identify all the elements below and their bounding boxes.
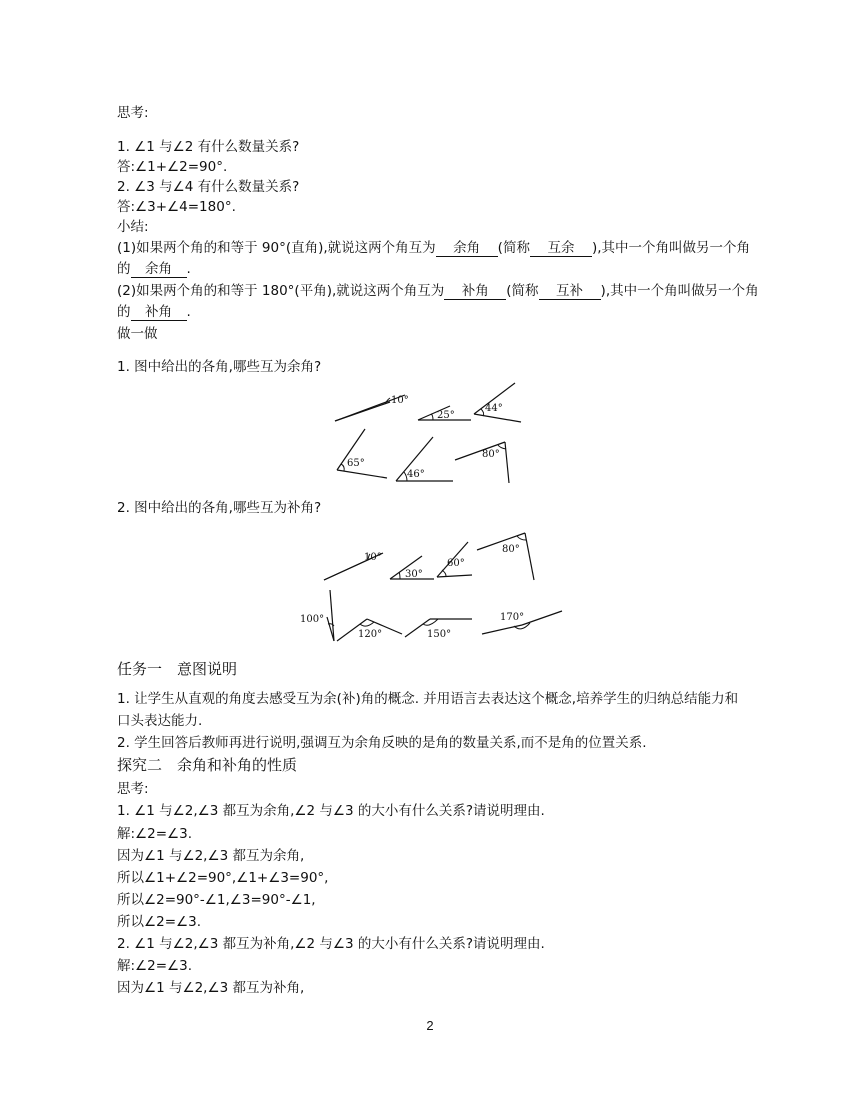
answer-1: 答:∠1+∠2=90°.	[117, 159, 228, 175]
angle-120-fig2	[337, 619, 402, 641]
angle-25-fig1	[418, 406, 471, 421]
angle-46-fig1	[396, 437, 453, 481]
task1-heading: 任务一 意图说明	[117, 660, 238, 678]
explore2-line-1: 解:∠2=∠3.	[117, 826, 193, 842]
angle-170-fig2	[482, 611, 562, 634]
page-number: 2	[426, 1018, 434, 1033]
svg-text:44°: 44°	[485, 403, 503, 414]
question-2: 2. ∠3 与∠4 有什么数量关系?	[117, 179, 300, 195]
summary-label: 小结:	[117, 219, 149, 235]
angle-80-fig2	[477, 533, 534, 580]
angle-150-fig2	[405, 619, 472, 640]
explore2-question-2: 2. ∠1 与∠2,∠3 都互为补角,∠2 与∠3 的大小有什么关系?请说明理由.	[117, 936, 545, 952]
blank-yujiao-2: 余角	[131, 262, 187, 278]
svg-text:10°: 10°	[391, 395, 409, 406]
svg-text:65°: 65°	[347, 458, 365, 469]
explore2-line-3: 所以∠1+∠2=90°,∠1+∠3=90°,	[117, 870, 329, 886]
summary-line-4: 的 补角 .	[117, 304, 191, 320]
svg-text:80°: 80°	[482, 449, 500, 460]
doit-label: 做一做	[117, 326, 158, 342]
angle-30-fig2	[390, 556, 434, 580]
angle-65-fig1	[337, 429, 387, 478]
task1-line-2: 口头表达能力.	[117, 713, 203, 729]
svg-text:10°: 10°	[364, 552, 382, 563]
explore2-question-1: 1. ∠1 与∠2,∠3 都互为余角,∠2 与∠3 的大小有什么关系?请说明理由.	[117, 803, 545, 819]
svg-text:25°: 25°	[437, 410, 455, 421]
explore2-line-2: 因为∠1 与∠2,∠3 都互为余角,	[117, 848, 305, 864]
explore2-heading: 探究二 余角和补角的性质	[117, 756, 298, 774]
angle-100-fig2	[300, 590, 334, 641]
angle-10-fig1	[335, 395, 409, 421]
svg-text:46°: 46°	[407, 469, 425, 480]
blank-yujiao: 余角	[436, 241, 498, 257]
blank-hubu: 互补	[539, 284, 601, 300]
svg-text:170°: 170°	[500, 612, 525, 623]
task1-line-1: 1. 让学生从直观的角度去感受互为余(补)角的概念. 并用语言去表达这个概念,培养学生的归纳总结能力和	[117, 691, 739, 707]
svg-text:80°: 80°	[502, 544, 520, 555]
blank-huyu: 互余	[530, 241, 592, 257]
question-1: 1. ∠1 与∠2 有什么数量关系?	[117, 139, 300, 155]
blank-bujiao-2: 补角	[131, 305, 187, 321]
answer-2: 答:∠3+∠4=180°.	[117, 199, 236, 215]
svg-text:100°: 100°	[300, 614, 325, 625]
explore2-line-4: 所以∠2=90°-∠1,∠3=90°-∠1,	[117, 892, 316, 908]
svg-text:150°: 150°	[427, 629, 452, 640]
summary-line-1: (1)如果两个角的和等于 90°(直角),就说这两个角互为 余角 (简称 互余 ),其中一个角叫做另一个角	[117, 240, 751, 256]
angle-80-fig1	[455, 442, 509, 483]
blank-bujiao: 补角	[444, 284, 506, 300]
problem-1: 1. 图中给出的各角,哪些互为余角?	[117, 359, 322, 375]
svg-text:60°: 60°	[447, 558, 465, 569]
think-label: 思考:	[117, 105, 149, 121]
angle-10-fig2	[324, 552, 383, 580]
task1-line-3: 2. 学生回答后教师再进行说明,强调互为余角反映的是角的数量关系,而不是角的位置关系.	[117, 735, 647, 751]
summary-line-2: 的 余角 .	[117, 261, 191, 277]
problem-2: 2. 图中给出的各角,哪些互为补角?	[117, 500, 322, 516]
summary-line-3: (2)如果两个角的和等于 180°(平角),就说这两个角互为 补角 (简称 互补 ),其中一个角叫做另一个角	[117, 283, 759, 299]
angle-60-fig2	[437, 542, 472, 577]
figure-complementary-angles	[325, 378, 530, 488]
figure-supplementary-angles	[292, 525, 567, 645]
explore2-line-5: 所以∠2=∠3.	[117, 914, 201, 930]
angle-44-fig1	[474, 383, 521, 422]
svg-text:30°: 30°	[405, 569, 423, 580]
explore2-line-6: 解:∠2=∠3.	[117, 958, 193, 974]
explore2-line-7: 因为∠1 与∠2,∠3 都互为补角,	[117, 980, 305, 996]
explore2-think: 思考:	[117, 781, 149, 797]
svg-text:120°: 120°	[358, 629, 383, 640]
